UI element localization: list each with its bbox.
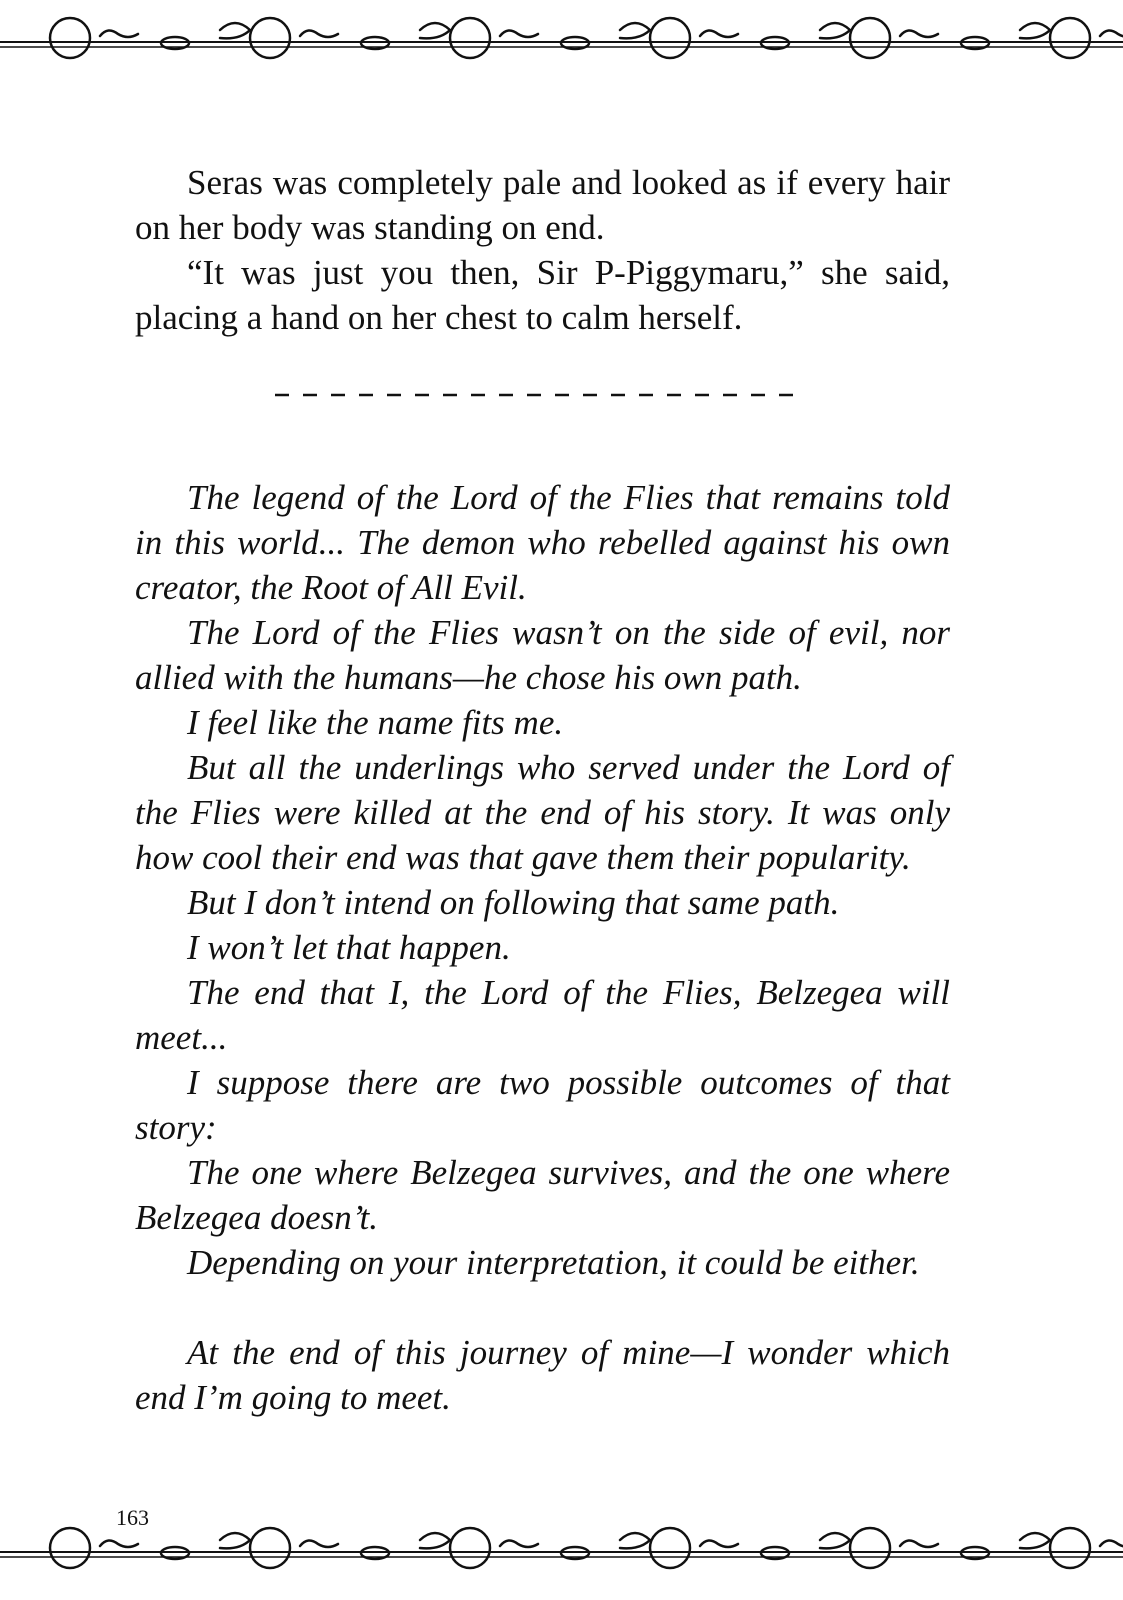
scene-break-divider — [275, 380, 805, 410]
paragraph: I suppose there are two possible outcomes of that story: — [135, 1063, 950, 1147]
blank-line — [135, 1285, 950, 1330]
paragraph: The legend of the Lord of the Flies that remains told in this world... The demon who rebelled against his own creator, the Root of All Evil. — [135, 478, 950, 607]
paragraph: The one where Belzegea survives, and the one where Belzegea doesn’t. — [135, 1153, 950, 1237]
upright-text-block — [135, 160, 950, 340]
paragraph: Seras was completely pale and looked as if every hair on her body was standing on end. — [135, 163, 950, 247]
italic-text-block — [135, 475, 950, 1420]
top-chain-border — [0, 0, 1123, 90]
bottom-chain-border — [0, 1510, 1123, 1600]
paragraph: Depending on your interpretation, it could be either. — [187, 1243, 920, 1282]
paragraph: I won’t let that happen. — [187, 928, 511, 967]
paragraph: The end that I, the Lord of the Flies, Belzegea will meet... — [135, 973, 950, 1057]
paragraph: But all the underlings who served under the Lord of the Flies were killed at the end of his story. It was only how cool their end was that gave them their popularity. — [135, 748, 950, 877]
paragraph: I feel like the name fits me. — [187, 703, 564, 742]
paragraph: “It was just you then, Sir P-Piggymaru,” she said, placing a hand on her chest to calm herself. — [135, 253, 950, 337]
page-number: 163 — [116, 1505, 149, 1530]
paragraph: But I don’t intend on following that same path. — [187, 883, 840, 922]
paragraph: At the end of this journey of mine—I wonder which end I’m going to meet. — [135, 1333, 950, 1417]
paragraph: The Lord of the Flies wasn’t on the side of evil, nor allied with the humans—he chose his own path. — [135, 613, 950, 697]
